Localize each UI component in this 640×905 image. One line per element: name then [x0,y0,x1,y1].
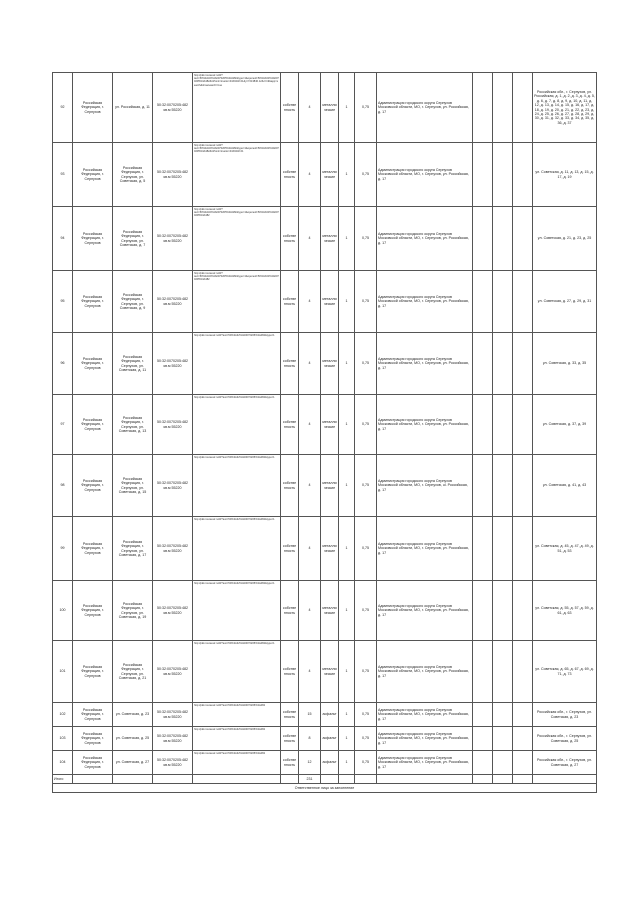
cell-cnt: 4 [299,455,321,517]
cell-org: Администрация городского округа Серпухов Московской области, МО, г. Серпухов, ул. Российская, д. 17 [377,73,473,143]
cell-empty [493,207,513,271]
table-row [53,517,597,581]
cell-cad: 50:32:0070205:482 кв.м 55220 [153,207,193,271]
cell-cad: 50:32:0070205:482 кв.м 55220 [153,271,193,333]
cell-q: 1 [339,641,355,703]
responsible-note: Ответственное лицо за заполнение [53,784,597,793]
cell-b: Российская Федерация, г. Серпухов, ул. Советская, д. 7 [113,207,153,271]
cell-v: 0,75 [355,727,377,751]
cell-mat: металлические [321,455,339,517]
cell-empty [513,333,533,395]
cell-empty [473,143,493,207]
cell-empty [473,581,493,641]
cell-n: 101 [53,641,73,703]
cell-empty [513,143,533,207]
cell-empty [321,775,339,784]
cell-mat: металлические [321,333,339,395]
cell-v: 0,75 [355,395,377,455]
cell-kind: собственность [281,581,299,641]
cell-addr: ул. Советская, д. 27, д. 29, д. 31 [533,271,597,333]
cell-empty [493,751,513,775]
cell-empty [493,143,513,207]
cell-mat: металлические [321,143,339,207]
cell-b: ул. Советская, д. 25 [113,727,153,751]
cell-empty [493,271,513,333]
cell-v: 0,75 [355,751,377,775]
cell-kind: собственность [281,207,299,271]
cell-cad: 50:32:0070205:482 кв.м 55220 [153,143,193,207]
cell-v: 0,75 [355,73,377,143]
cell-v: 0,75 [355,517,377,581]
cell-a: Российская Федерация, г. Серпухов [73,581,113,641]
cell-n: 99 [53,517,73,581]
cell-mat: металлические [321,581,339,641]
cell-a: Российская Федерация, г. Серпухов [73,207,113,271]
cell-mat: асфальт [321,751,339,775]
table-row [53,73,597,143]
total-row [53,775,597,784]
cell-empty [513,271,533,333]
table-body [53,73,597,793]
cell-mat: металлические [321,395,339,455]
document-page [52,72,596,793]
cell-cad: 50:32:0070205:482 кв.м 55220 [153,333,193,395]
cell-v: 0,75 [355,207,377,271]
cell-q: 1 [339,395,355,455]
cell-empty [493,73,513,143]
cell-mat: металлические [321,517,339,581]
cell-kind: собственность [281,455,299,517]
cell-empty [533,775,597,784]
cell-cnt: 4 [299,207,321,271]
cell-addr: ул. Советская, д. 45, д. 47, д. 49, д. 51, д. 53 [533,517,597,581]
cell-kind: собственность [281,641,299,703]
cell-kind: собственность [281,751,299,775]
cell-v: 0,75 [355,333,377,395]
cell-cnt: 15 [299,703,321,727]
cell-q: 1 [339,727,355,751]
cell-q: 1 [339,517,355,581]
cell-n: 94 [53,207,73,271]
cell-url: http://pkk.rosreestr.ru/#/?text=50%3A32%3A0070205%3A482 [193,727,281,751]
cell-empty [513,727,533,751]
cell-a: Российская Федерация, г. Серпухов [73,395,113,455]
cell-org: Администрация городского округа Серпухов Московской области, МО, г. Серпухов, ул. Российская, д. 17 [377,581,473,641]
cell-url: http://pkk.rosreestr.ru/#/?text=50%3A32%3A0070205%3A482&type=1 [193,395,281,455]
cell-a: Российская Федерация, г. Серпухов [73,271,113,333]
cell-addr: ул. Советская, д. 11, д. 13, д. 15, д. 17, д. 19 [533,143,597,207]
cell-url: http://pkk.rosreestr.ru/#/?text=50%3A32%3A0070205%3A482&type=1 [193,333,281,395]
cell-q: 1 [339,271,355,333]
cell-b: ул. Советская, д. 23 [113,703,153,727]
cell-n: 102 [53,703,73,727]
cell-url: http://pkk.rosreestr.ru/#/?text=50%3A32%3A0070205%3A482&type=1 [193,455,281,517]
cell-q: 1 [339,333,355,395]
cell-v: 0,75 [355,271,377,333]
cell-a: Российская Федерация, г. Серпухов [73,333,113,395]
cell-empty [377,775,473,784]
cell-empty [493,641,513,703]
cell-empty [73,775,113,784]
cell-n: 103 [53,727,73,751]
cell-org: Администрация городского округа Серпухов Московской области, МО, г. Серпухов, ул. Российская, д. 17 [377,517,473,581]
cell-q: 1 [339,73,355,143]
cell-url: http://pkk.rosreestr.ru/#/?text=50%3A32%3A0070205%3A482&type=1 [193,517,281,581]
cell-empty [473,271,493,333]
cell-mat: асфальт [321,703,339,727]
cell-a: Российская Федерация, г. Серпухов [73,517,113,581]
cell-org: Администрация городского округа Серпухов Московской области, МО, г. Серпухов, ул. Российская, д. 17 [377,395,473,455]
cell-b: Российская Федерация, г. Серпухов, ул. Советская, д. 19 [113,581,153,641]
cell-v: 0,75 [355,143,377,207]
cell-cad: 50:32:0070205:482 кв.м 55220 [153,395,193,455]
table-row [53,455,597,517]
cell-empty [473,727,493,751]
cell-v: 0,75 [355,641,377,703]
cell-empty [513,395,533,455]
cell-n: 93 [53,143,73,207]
cell-empty [493,517,513,581]
cell-n: 92 [53,73,73,143]
cell-url: http://pkk.rosreestr.ru/#/?text=50%3A32%3A0070205%3A482&type=1&opened=50%3A32%3A0070205%3A482 [193,207,281,271]
cell-a: Российская Федерация, г. Серпухов [73,455,113,517]
cell-empty [281,775,299,784]
cell-cnt: 4 [299,581,321,641]
cell-empty [339,775,355,784]
cell-empty [473,395,493,455]
cell-kind: собственность [281,333,299,395]
cell-kind: собственность [281,517,299,581]
table-row [53,271,597,333]
cell-cnt: 4 [299,73,321,143]
cell-addr: Российская обл., г. Серпухов, ул. Советская, д. 27 [533,751,597,775]
cell-mat: асфальт [321,727,339,751]
cell-v: 0,75 [355,455,377,517]
cell-org: Администрация городского округа Серпухов Московской области, МО, г. Серпухов, ул. Российская, д. 17 [377,333,473,395]
cell-empty [113,775,153,784]
cell-empty [513,703,533,727]
cell-b: Российская Федерация, г. Серпухов, ул. Советская, д. 15 [113,455,153,517]
note-row [53,784,597,793]
cell-v: 0,75 [355,581,377,641]
cell-url: http://pkk.rosreestr.ru/#/?text=50%3A32%3A0070205%3A482 [193,751,281,775]
cell-empty [473,751,493,775]
cell-empty [473,517,493,581]
cell-b: ул. Российская, д. 11 [113,73,153,143]
cell-empty [513,73,533,143]
cell-empty [513,751,533,775]
cell-cnt: 4 [299,641,321,703]
cell-mat: металлические [321,641,339,703]
cell-empty [493,727,513,751]
cell-empty [513,207,533,271]
table-row [53,207,597,271]
cell-empty [513,581,533,641]
cell-addr: Российская обл., г. Серпухов, ул. Советская, д. 23 [533,703,597,727]
cell-cnt: 4 [299,333,321,395]
cell-empty [473,207,493,271]
cell-url: http://pkk.rosreestr.ru/#/?text=50%3A32%3A0070205%3A482&type=1 [193,641,281,703]
cell-org: Администрация городского округа Серпухов Московской области, МО, г. Серпухов, ул. Российская, д. 17 [377,727,473,751]
cell-empty [473,333,493,395]
cell-org: Администрация городского округа Серпухов Московской области, МО, г. Серпухов, ул. Российская, д. 17 [377,143,473,207]
total-value: 231 [299,775,321,784]
cell-org: Администрация городского округа Серпухов Московской области, МО, г. Серпухов, ул. Российская, д. 17 [377,703,473,727]
cell-kind: собственность [281,395,299,455]
cell-cnt: 4 [299,271,321,333]
cell-empty [473,703,493,727]
cell-cad: 50:32:0070205:482 кв.м 55220 [153,751,193,775]
cell-b: Российская Федерация, г. Серпухов, ул. Советская, д. 5 [113,143,153,207]
cell-url: http://pkk.rosreestr.ru/#/?text=50%3A32%3A0070205%3A482&type=1 [193,581,281,641]
table-row [53,703,597,727]
cell-a: Российская Федерация, г. Серпухов [73,703,113,727]
cell-cad: 50:32:0070205:482 кв.м 55220 [153,641,193,703]
cell-addr: ул. Советская, д. 55, д. 57, д. 59, д. 61, д. 63 [533,581,597,641]
cell-cad: 50:32:0070205:482 кв.м 55220 [153,73,193,143]
register-table [52,72,597,793]
cell-url: http://pkk.rosreestr.ru/#/?text=50%3A32%3A0070205%3A482&type=1&opened=50%3A32%3A0070205%3A482 [193,271,281,333]
cell-empty [473,641,493,703]
cell-addr: Российская обл., г. Серпухов, ул. Российская, д. 1, д. 2, д. 3, д. 4, д. 5, д. 6, д. 7, д. 8, д. 9, д. 10, д. 11, д. 12, д. 13, д. 14, д. 15, д. 16, д. 17, д. 18, д. 19, д. 20, д. 21, д. 22, д. 23, д. 24, д. 25, д. 26, д. 27, д. 28, д. 29, д. 30, д. 31, д. 32, д. 33, д. 34, д. 35, д. 36, д. 37 [533,73,597,143]
cell-a: Российская Федерация, г. Серпухов [73,751,113,775]
cell-kind: собственность [281,143,299,207]
cell-empty [473,455,493,517]
cell-empty [493,395,513,455]
cell-cad: 50:32:0070205:482 кв.м 55220 [153,455,193,517]
cell-a: Российская Федерация, г. Серпухов [73,73,113,143]
cell-empty [473,775,493,784]
table-row [53,333,597,395]
cell-addr: ул. Советская, д. 37, д. 39 [533,395,597,455]
cell-url: http://pkk.rosreestr.ru/#/?text=50%3A32%3A0070205%3A482 [193,703,281,727]
cell-mat: металлические [321,207,339,271]
cell-b: Российская Федерация, г. Серпухов, ул. Советская, д. 9 [113,271,153,333]
cell-a: Российская Федерация, г. Серпухов [73,143,113,207]
cell-b: Российская Федерация, г. Серпухов, ул. Советская, д. 21 [113,641,153,703]
total-label: Итого [53,775,73,784]
cell-org: Администрация городского округа Серпухов Московской области, МО, г. Серпухов, ул. Российская, д. 17 [377,751,473,775]
cell-n: 104 [53,751,73,775]
cell-empty [493,455,513,517]
cell-n: 95 [53,271,73,333]
cell-kind: собственность [281,271,299,333]
cell-b: Российская Федерация, г. Серпухов, ул. Советская, д. 11 [113,333,153,395]
cell-a: Российская Федерация, г. Серпухов [73,641,113,703]
cell-kind: собственность [281,727,299,751]
cell-addr: Российская обл., г. Серпухов, ул. Советская, д. 25 [533,727,597,751]
cell-q: 1 [339,581,355,641]
cell-q: 1 [339,207,355,271]
cell-empty [513,517,533,581]
cell-cnt: 4 [299,143,321,207]
table-row [53,727,597,751]
cell-empty [493,581,513,641]
cell-org: Администрация городского округа Серпухов Московской области, МО, г. Серпухов, ul. Российская, д. 17 [377,455,473,517]
cell-empty [513,641,533,703]
cell-cnt: 8 [299,727,321,751]
table-row [53,641,597,703]
cell-url: http://pkk.rosreestr.ru/#/?text=50%3A32%3A0070205%3A482&type=1&opened=50%3A32%3A0070205%3A482&inPoint=true&x=4160432.01 [193,143,281,207]
cell-n: 96 [53,333,73,395]
cell-kind: собственность [281,703,299,727]
cell-empty [153,775,193,784]
cell-empty [513,775,533,784]
cell-mat: металлические [321,73,339,143]
cell-q: 1 [339,143,355,207]
cell-addr: ул. Советская, д. 65, д. 67, д. 69, д. 71, д. 73 [533,641,597,703]
cell-empty [193,775,281,784]
cell-org: Администрация городского округа Серпухов Московской области, МО, г. Серпухов, ул. Российская, д. 17 [377,641,473,703]
cell-empty [493,333,513,395]
cell-empty [473,73,493,143]
cell-empty [355,775,377,784]
table-row [53,751,597,775]
cell-url: http://pkk.rosreestr.ru/#/?text=50%3A32%3A0070205%3A482&type=1&opened=50%3A32%3A0070205%3A482&inPoint=true&x=4160432.01&y=7213840.12&z=19&app=search&showsearch=true [193,73,281,143]
cell-n: 98 [53,455,73,517]
cell-b: Российская Федерация, г. Серпухов, ул. Советская, д. 13 [113,395,153,455]
table-row [53,581,597,641]
cell-addr: ул. Советская, д. 41, д. 43 [533,455,597,517]
cell-cad: 50:32:0070205:482 кв.м 55220 [153,727,193,751]
table-row [53,395,597,455]
cell-cnt: 4 [299,395,321,455]
table-row [53,143,597,207]
cell-empty [493,703,513,727]
cell-cad: 50:32:0070205:482 кв.м 55220 [153,581,193,641]
cell-addr: ул. Советская, д. 21, д. 23, д. 25 [533,207,597,271]
cell-b: Российская Федерация, г. Серпухов, ул. Советская, д. 17 [113,517,153,581]
cell-q: 1 [339,703,355,727]
cell-n: 97 [53,395,73,455]
cell-cad: 50:32:0070205:482 кв.м 55220 [153,703,193,727]
cell-b: ул. Советская, д. 27 [113,751,153,775]
cell-kind: собственность [281,73,299,143]
cell-v: 0,75 [355,703,377,727]
cell-a: Российская Федерация, г. Серпухов [73,727,113,751]
cell-q: 1 [339,455,355,517]
cell-org: Администрация городского округа Серпухов Московской области, МО, г. Серпухов, ул. Российская, д. 17 [377,271,473,333]
cell-q: 1 [339,751,355,775]
cell-empty [513,455,533,517]
cell-cnt: 4 [299,517,321,581]
cell-org: Администрация городского округа Серпухов Московской области, МО, г. Серпухов, ул. Российская, д. 17 [377,207,473,271]
cell-cnt: 12 [299,751,321,775]
cell-mat: металлические [321,271,339,333]
cell-cad: 50:32:0070205:482 кв.м 55220 [153,517,193,581]
cell-addr: ул. Советская, д. 33, д. 35 [533,333,597,395]
cell-n: 100 [53,581,73,641]
cell-empty [493,775,513,784]
